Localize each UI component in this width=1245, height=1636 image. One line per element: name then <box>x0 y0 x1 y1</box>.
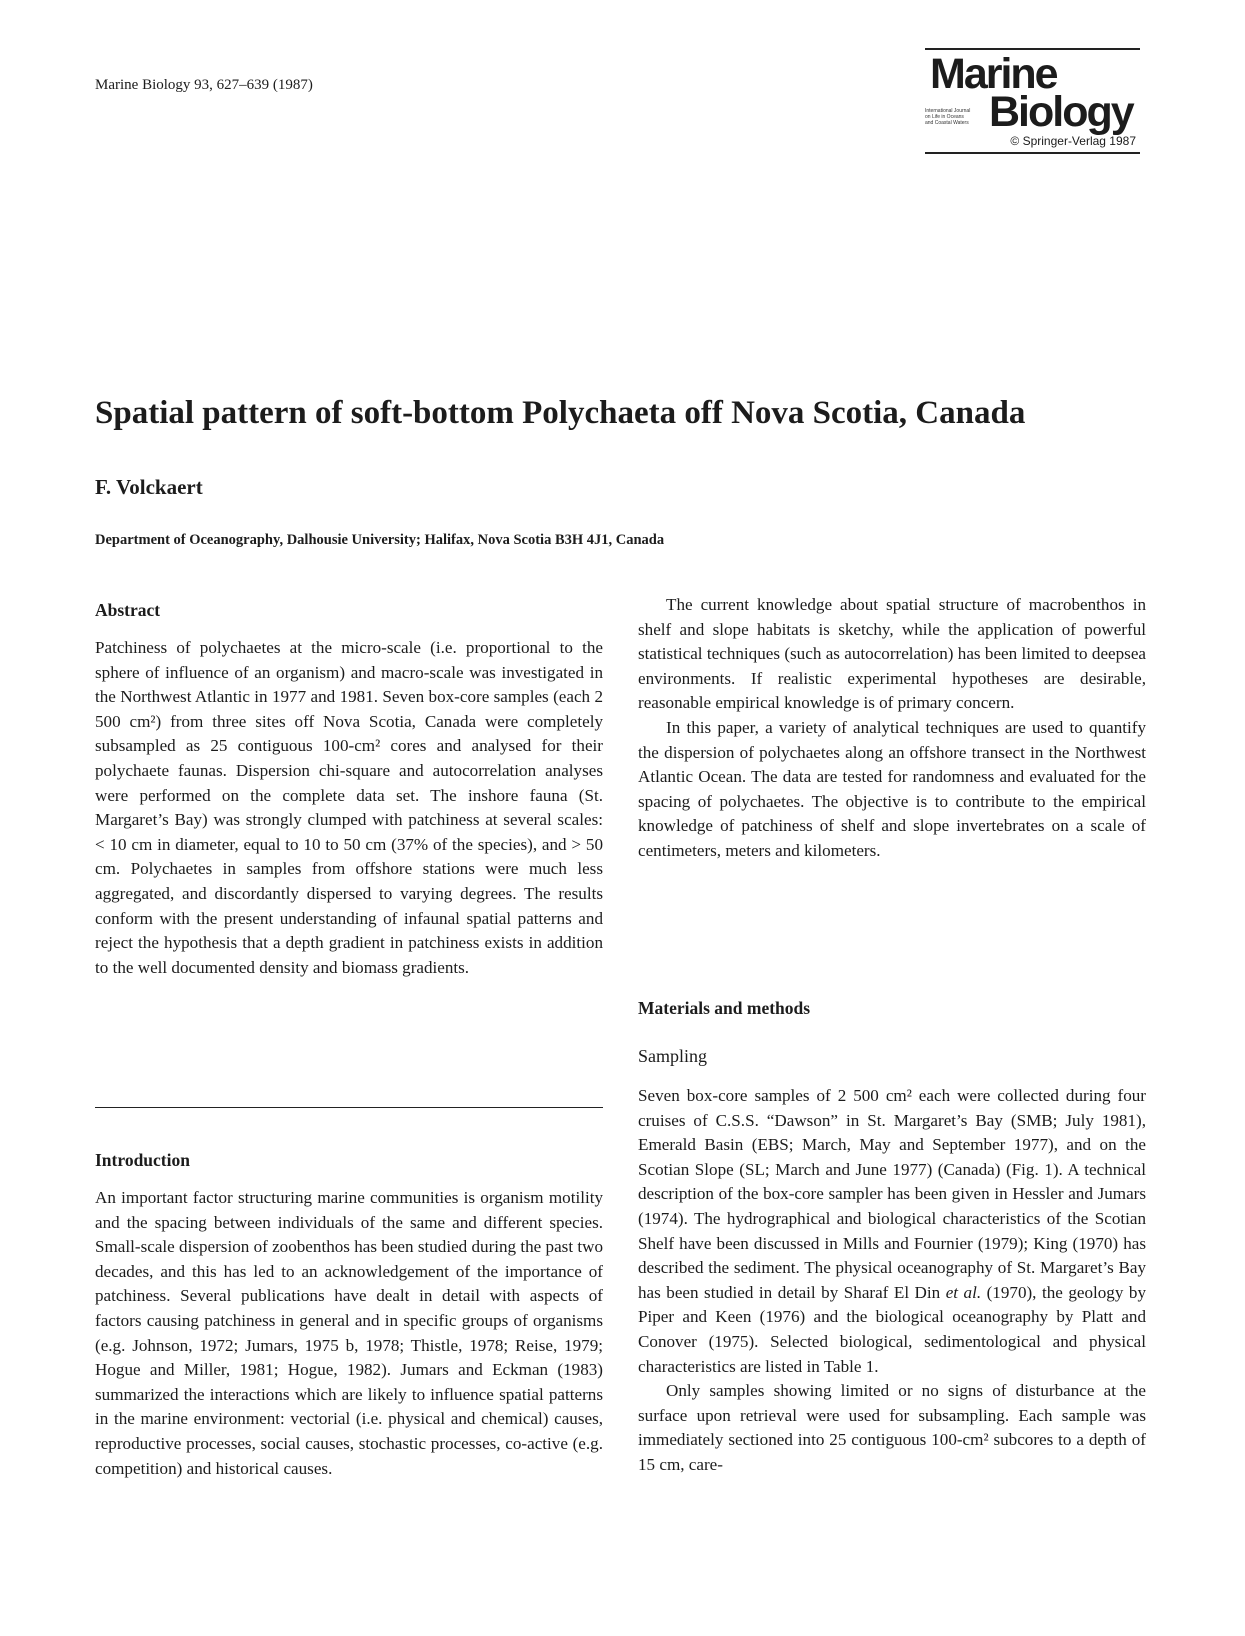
author-affiliation: Department of Oceanography, Dalhousie University; Halifax, Nova Scotia B3H 4J1, Canada <box>95 532 665 548</box>
abstract-paragraph: Patchiness of polychaetes at the micro-scale (i.e. proportional to the sphere of influence of an organism) and macro-scale was investigated in the Northwest Atlantic in 1977 and 1981. Seven box-core samples (each 2 500 cm²) from three sites off Nova Scotia, Canada were completely subsampled as 25 contiguous 100-cm² cores and analysed for their polychaete faunas. Dispersion chi-square and autocorrelation analyses were performed on the complete data set. The inshore fauna (St. Margaret’s Bay) was strongly clumped with patchiness at several scales: < 10 cm in diameter, equal to 10 to 50 cm (37% of the species), and > 50 cm. Polychaetes in samples from offshore stations were much less aggregated, and discordantly dispersed to varying degrees. The results conform with the present understanding of infaunal spatial patterns and reject the hypothesis that a depth gradient in patchiness exists in addition to the well documented density and biomass gradients. <box>95 638 603 977</box>
logo-word-biology: Biology <box>989 88 1133 136</box>
abstract-heading: Abstract <box>95 600 161 620</box>
article-title: Spatial pattern of soft-bottom Polychaeta off Nova Scotia, Canada <box>95 395 1026 431</box>
materials-methods-heading: Materials and methods <box>638 998 811 1018</box>
introduction-paragraph: An important factor structuring marine communities is organism motility and the spacing between individuals of the same and different species. Small-scale dispersion of zoobenthos has been studied during the past two decades, and this has led to an acknowledgement of the importance of patchiness. Several publications have dealt in detail with aspects of factors causing patchiness in general and in specific groups of organisms (e.g. Johnson, 1972; Jumars, 1975 b, 1978; Thistle, 1978; Reise, 1979; Hogue and Miller, 1981; Hogue, 1982). Jumars and Eckman (1983) summarized the interactions which are likely to influence spatial patterns in the marine environment: vectorial (i.e. physical and chemical) causes, reproductive processes, social causes, stochastic processes, co-active (e.g. competition) and historical causes. <box>95 1188 603 1478</box>
text-span: Seven box-core samples of 2 500 cm² each were collected during four cruises of C.S.S. “Dawson” in St. Margaret’s Bay (SMB; July 1981), Emerald Basin (EBS; March, May and September 1977), and on the Scotian Slope (SL; March and June 1977) (Canada) (Fig. 1). A technical description of the box-core sampler has been given in Hessler and Jumars (1974). The hydrographical and biological characteristics of the Scotian Shelf have been discussed in Mills and Fournier (1979); King (1970) has described the sediment. The physical oceanography of St. Margaret’s Bay has been studied in detail by Sharaf El Din <box>638 1086 1146 1302</box>
text-span: (1970), the geology by Piper and Keen (1976) and the biological oceanography by Platt and Conover (1975). Selected biological, sedimentological and physical characteristics are listed in Table 1. <box>638 1282 1146 1376</box>
article-author: F. Volckaert <box>95 475 203 499</box>
abstract-body <box>95 636 603 980</box>
sampling-subheading: Sampling <box>638 1046 708 1066</box>
logo-subtitle-line: and Coastal Waters <box>925 120 969 126</box>
logo-bottom-rule <box>925 152 1140 154</box>
section-divider <box>95 1107 603 1108</box>
sampling-paragraph: Only samples showing limited or no signs of disturbance at the surface upon retrieval were used for subsampling. Each sample was immediately sectioned into 25 contiguous 100-cm² subcores to a depth of 15 cm, care- <box>638 1381 1146 1474</box>
sampling-body <box>638 1084 1146 1478</box>
introduction-body <box>95 1186 603 1481</box>
sampling-paragraph <box>638 1084 1146 1379</box>
logo-subtitle <box>925 108 985 126</box>
introduction-paragraph: In this paper, a variety of analytical techniques are used to quantify the dispersion of polychaetes along an offshore transect in the Northwest Atlantic Ocean. The data are tested for randomness and evaluated for the spacing of polychaetes. The objective is to contribute to the empirical knowledge of patchiness of shelf and slope invertebrates on a scale of centimeters, meters and kilometers. <box>638 717 1146 860</box>
journal-logo <box>925 48 1140 154</box>
journal-citation: Marine Biology 93, 627–639 (1987) <box>95 77 313 93</box>
logo-copyright: © Springer-Verlag 1987 <box>1010 134 1136 148</box>
logo-subtitle-line: on Life in Oceans <box>925 114 964 120</box>
introduction-heading: Introduction <box>95 1150 190 1170</box>
logo-subtitle-line: International Journal <box>925 108 971 114</box>
introduction-continued <box>638 593 1146 864</box>
introduction-paragraph: The current knowledge about spatial structure of macrobenthos in shelf and slope habitats is sketchy, while the application of powerful statistical techniques (such as autocorrelation) has been limited to deepsea environments. If realistic experimental hypotheses are desirable, reasonable empirical knowledge is of primary concern. <box>638 595 1146 713</box>
logo-word-marine: Marine <box>930 50 1057 98</box>
italic-span: et al. <box>945 1282 982 1302</box>
